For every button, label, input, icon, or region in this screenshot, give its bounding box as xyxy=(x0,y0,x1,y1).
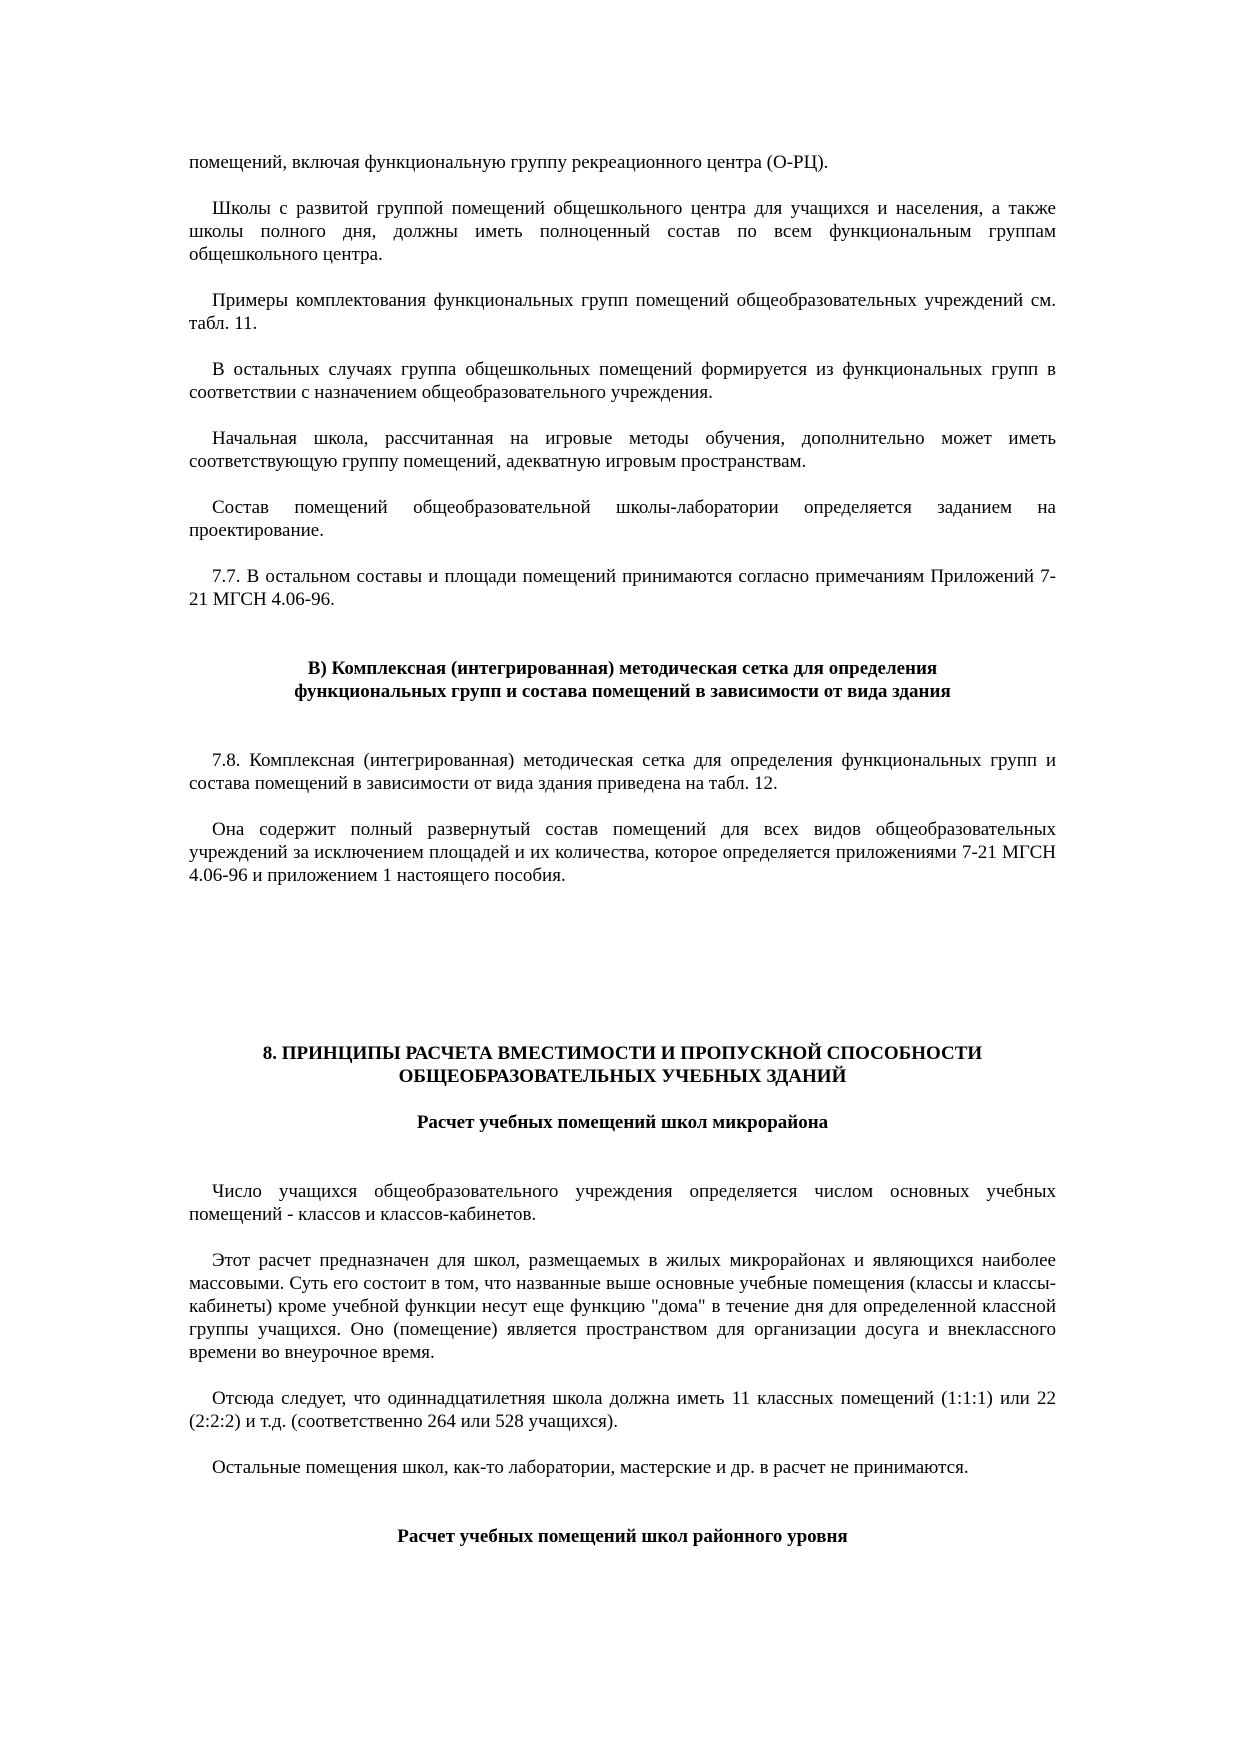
paragraph-full-composition: Она содержит полный развернутый состав помещений для всех видов общеобразовательных учреждений за исключением площадей и их количества, которое определяется приложениями 7-21 МГСН 4.06-96 и приложением 1 настоящего пособия. xyxy=(189,819,1056,886)
paragraph-lab-school: Состав помещений общеобразовательной школы-лаборатории определяется заданием на проектирование. xyxy=(189,497,1056,541)
subheading-district: Расчет учебных помещений школ районного уровня xyxy=(397,1526,848,1547)
chapter-8-title-line1: 8. ПРИНЦИПЫ РАСЧЕТА ВМЕСТИМОСТИ И ПРОПУСКНОЙ СПОСОБНОСТИ xyxy=(262,1043,983,1064)
paragraph-7-8: 7.8. Комплексная (интегрированная) методическая сетка для определения функциональных групп и состава помещений в зависимости от вида здания приведена на табл. 12. xyxy=(189,750,1056,794)
section-b-heading-line2: функциональных групп и состава помещений в зависимости от вида здания xyxy=(294,681,951,702)
paragraph-primary-school: Начальная школа, рассчитанная на игровые методы обучения, дополнительно может иметь соответствующую группу помещений, адекватную игровым пространствам. xyxy=(189,428,1056,472)
paragraph-full-day-schools: Школы с развитой группой помещений общешкольного центра для учащихся и населения, а также школы полного дня, должны иметь полноценный состав по всем функциональным группам общешкольного центра. xyxy=(189,198,1056,265)
chapter-8-title-line2: ОБЩЕОБРАЗОВАТЕЛЬНЫХ УЧЕБНЫХ ЗДАНИЙ xyxy=(398,1066,847,1087)
paragraph-7-7: 7.7. В остальном составы и площади помещений принимаются согласно примечаниям Приложений 7-21 МГСН 4.06-96. xyxy=(189,566,1056,610)
subheading-microdistrict: Расчет учебных помещений школ микрорайона xyxy=(416,1112,829,1133)
paragraph-other-cases: В остальных случаях группа общешкольных помещений формируется из функциональных групп в соответствии с назначением общеобразовательного учреждения. xyxy=(189,359,1056,403)
paragraph-student-count: Число учащихся общеобразовательного учреждения определяется числом основных учебных помещений - классов и классов-кабинетов. xyxy=(189,1181,1056,1225)
paragraph-examples-table-11: Примеры комплектования функциональных групп помещений общеобразовательных учреждений см. табл. 11. xyxy=(189,290,1056,334)
paragraph-other-rooms: Остальные помещения школ, как-то лаборатории, мастерские и др. в расчет не принимаются. xyxy=(212,1457,969,1478)
document-page xyxy=(189,151,1056,1548)
paragraph-continuation: помещений, включая функциональную группу рекреационного центра (О-РЦ). xyxy=(189,152,829,173)
section-b-heading xyxy=(189,657,1056,703)
paragraph-eleven-year-school: Отсюда следует, что одиннадцатилетняя школа должна иметь 11 классных помещений (1:1:1) или 22 (2:2:2) и т.д. (соответственно 264 или 528 учащихся). xyxy=(189,1388,1056,1432)
paragraph-calculation-purpose: Этот расчет предназначен для школ, размещаемых в жилых микрорайонах и являющихся наиболее массовыми. Суть его состоит в том, что названные выше основные учебные помещения (классы и классы-кабинеты) кроме учебной функции несут еще функцию "дома" в течение дня для определенной классной группы учащихся. Оно (помещение) является пространством для организации досуга и внеклассного времени во внеурочное время. xyxy=(189,1250,1056,1363)
section-b-heading-line1: В) Комплексная (интегрированная) методическая сетка для определения xyxy=(307,658,938,679)
chapter-8-title xyxy=(189,1042,1056,1088)
